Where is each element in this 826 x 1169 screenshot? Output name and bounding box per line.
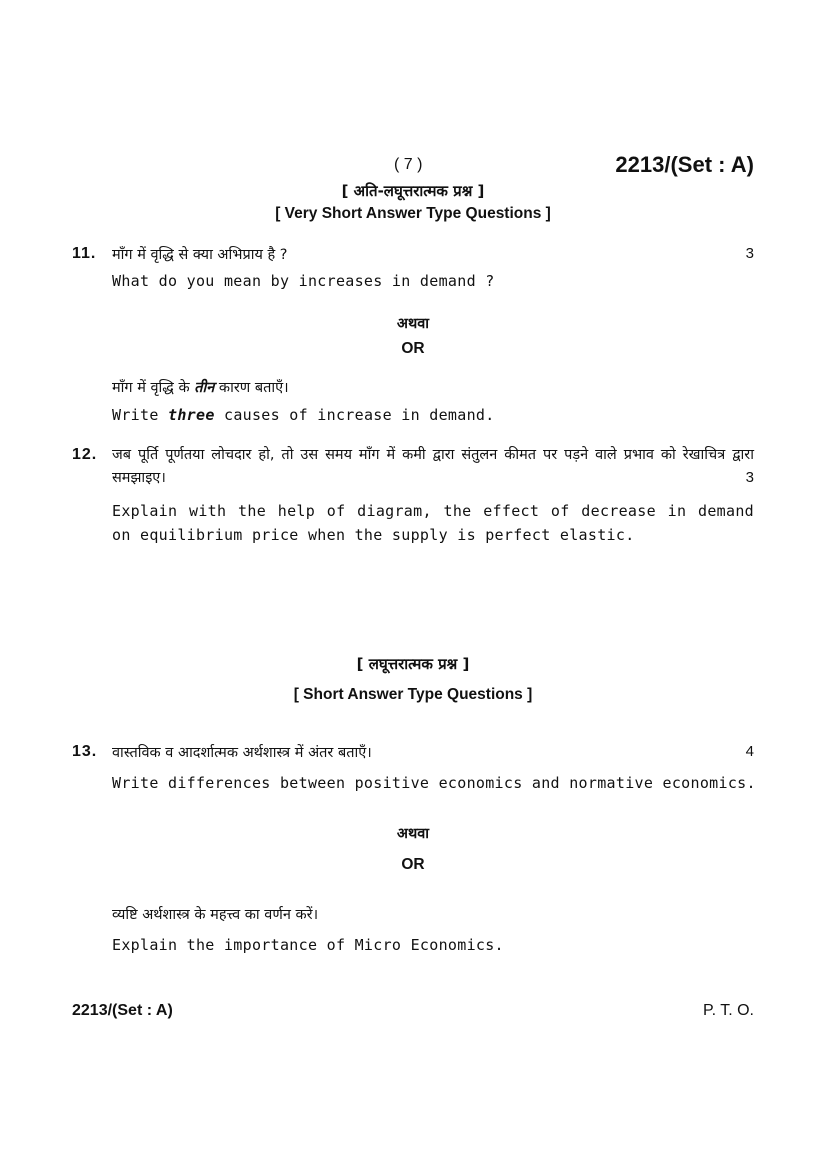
section-title-hindi: [ लघूत्तरात्मक प्रश्न ] <box>356 655 470 673</box>
question-number: 12. <box>72 446 98 463</box>
section-title-hindi: [ अति-लघूत्तरात्मक प्रश्न ] <box>341 182 485 200</box>
alt-hindi-post: कारण बताएँ। <box>214 380 289 396</box>
question-marks: 4 <box>745 743 754 760</box>
alternative-question-english <box>112 406 495 424</box>
question-number: 13. <box>72 743 98 760</box>
question-marks: 3 <box>745 469 754 486</box>
alternative-question-hindi <box>112 377 289 397</box>
or-separator-hindi: अथवा <box>396 316 430 332</box>
paper-code-header: 2213/(Set : A) <box>615 152 754 177</box>
section-title-english: [ Very Short Answer Type Questions ] <box>275 205 551 222</box>
alternative-question-english: Explain the importance of Micro Economics. <box>112 936 504 954</box>
question-text-hindi: वास्तविक व आदर्शात्मक अर्थशास्त्र में अंतर बताएँ। <box>112 745 372 761</box>
alt-english-pre: Write <box>112 406 168 424</box>
keyword-three-hindi: तीन <box>194 380 215 396</box>
question-number: 11. <box>72 245 97 262</box>
or-separator-english: OR <box>401 856 425 873</box>
or-separator-english: OR <box>401 340 425 357</box>
paper-code-footer: 2213/(Set : A) <box>72 1002 173 1019</box>
page-number: ( 7 ) <box>394 156 423 173</box>
question-text-english: Explain with the help of diagram, the effect of decrease in demand on equilibrium price when the supply is perfect elastic. <box>112 502 754 544</box>
or-separator-hindi: अथवा <box>396 826 430 842</box>
question-text-hindi: जब पूर्ति पूर्णतया लोचदार हो, तो उस समय माँग में कमी द्वारा संतुलन कीमत पर पड़ने वाले प्रभाव को रेखाचित्र द्वारा समझाइए। <box>112 447 754 486</box>
question-text-english: Write differences between positive economics and normative economics. <box>112 774 756 792</box>
question-text-english: What do you mean by increases in demand ? <box>112 272 495 290</box>
question-marks: 3 <box>745 245 754 262</box>
keyword-three-english: three <box>168 406 215 424</box>
alt-english-post: causes of increase in demand. <box>214 406 495 424</box>
alternative-question-hindi: व्यष्टि अर्थशास्त्र के महत्त्व का वर्णन करें। <box>112 907 319 923</box>
please-turn-over: P. T. O. <box>703 1002 754 1019</box>
alt-hindi-pre: माँग में वृद्धि के <box>112 380 195 396</box>
question-text-hindi: माँग में वृद्धि से क्या अभिप्राय है ? <box>112 247 288 263</box>
section-title-english: [ Short Answer Type Questions ] <box>293 686 533 703</box>
